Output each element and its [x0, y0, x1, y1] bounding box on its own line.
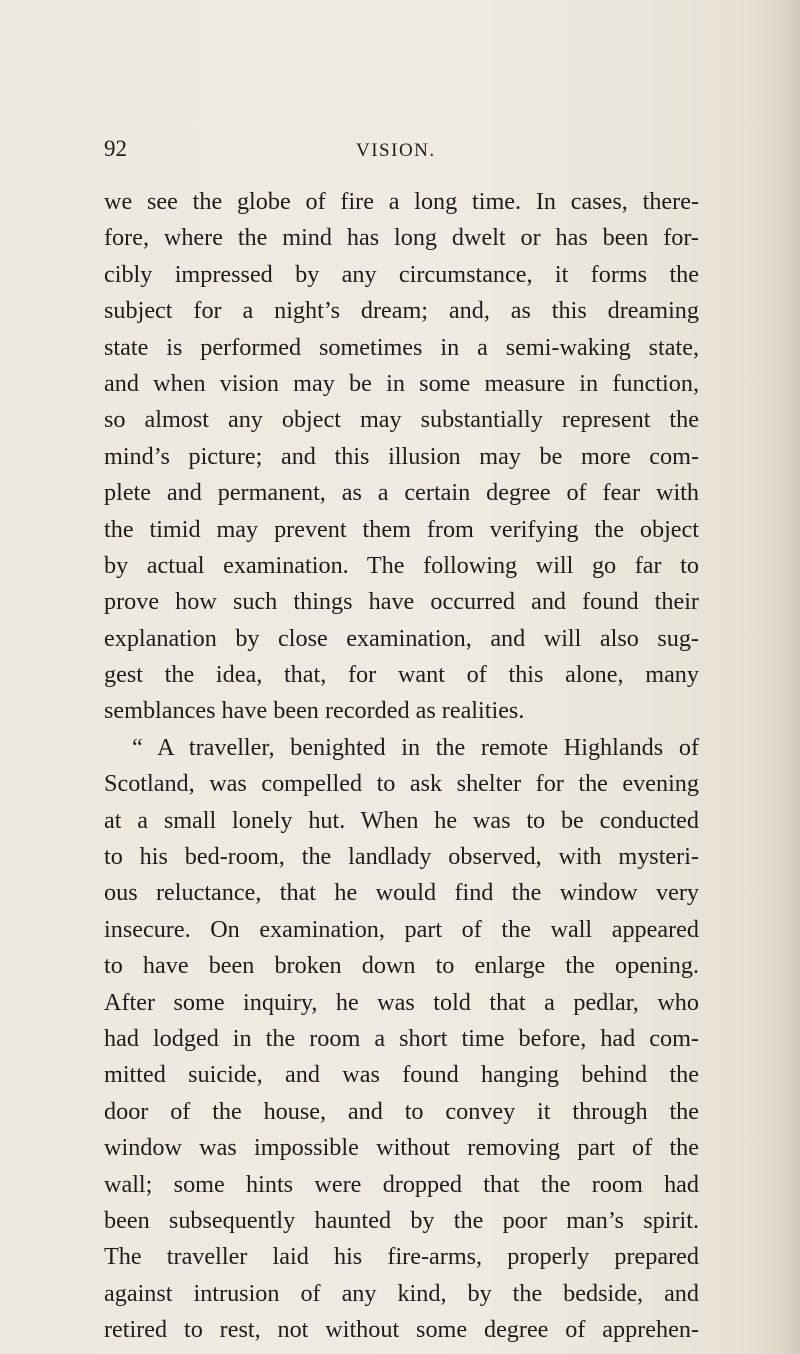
running-head	[104, 136, 704, 164]
running-title: VISION.	[356, 140, 436, 161]
text-line: state is performed sometimes in a semi-waking state,	[104, 333, 699, 361]
text-line: to have been broken down to enlarge the opening.	[104, 952, 699, 980]
text-line: fore, where the mind has long dwelt or has been for-	[104, 224, 699, 252]
text-line: explanation by close examination, and will also sug-	[104, 624, 699, 652]
page-number: 92	[104, 136, 127, 161]
text-line: had lodged in the room a short time before, had com-	[104, 1024, 699, 1052]
text-line: wall; some hints were dropped that the room had	[104, 1170, 699, 1198]
text-line: the timid may prevent them from verifying the object	[104, 515, 699, 543]
text-line: insecure. On examination, part of the wall appeared	[104, 915, 699, 943]
text-line: subject for a night’s dream; and, as this dreaming	[104, 297, 699, 325]
text-line: against intrusion of any kind, by the bedside, and	[104, 1279, 699, 1307]
paragraph-start-line: “ A traveller, benighted in the remote Highlands of	[132, 733, 699, 761]
text-line: gest the idea, that, for want of this alone, many	[104, 661, 699, 689]
text-line: After some inquiry, he was told that a pedlar, who	[104, 988, 699, 1016]
text-line: The traveller laid his fire-arms, properly prepared	[104, 1243, 699, 1271]
text-line: been subsequently haunted by the poor man’s spirit.	[104, 1206, 699, 1234]
text-line: at a small lonely hut. When he was to be conducted	[104, 806, 699, 834]
page-edge-shadow	[778, 0, 800, 1354]
body-text	[104, 184, 699, 1349]
text-line: ous reluctance, that he would find the window very	[104, 879, 699, 907]
text-line: retired to rest, not without some degree of apprehen-	[104, 1316, 699, 1344]
text-line: by actual examination. The following will go far to	[104, 551, 699, 579]
text-line: Scotland, was compelled to ask shelter for the evening	[104, 770, 699, 798]
text-line: plete and permanent, as a certain degree of fear with	[104, 479, 699, 507]
paragraph-end-line: semblances have been recorded as realities.	[104, 697, 525, 725]
text-line: and when vision may be in some measure in function,	[104, 369, 699, 397]
text-line: so almost any object may substantially represent the	[104, 406, 699, 434]
text-line: window was impossible without removing part of the	[104, 1134, 699, 1162]
text-line: cibly impressed by any circumstance, it forms the	[104, 260, 699, 288]
text-line: mitted suicide, and was found hanging behind the	[104, 1061, 699, 1089]
text-line: prove how such things have occurred and found their	[104, 588, 699, 616]
text-line: door of the house, and to convey it through the	[104, 1097, 699, 1125]
text-line: mind’s picture; and this illusion may be more com-	[104, 442, 699, 470]
text-line: to his bed-room, the landlady observed, with mysteri-	[104, 843, 699, 871]
text-line: we see the globe of fire a long time. In cases, there-	[104, 188, 699, 215]
